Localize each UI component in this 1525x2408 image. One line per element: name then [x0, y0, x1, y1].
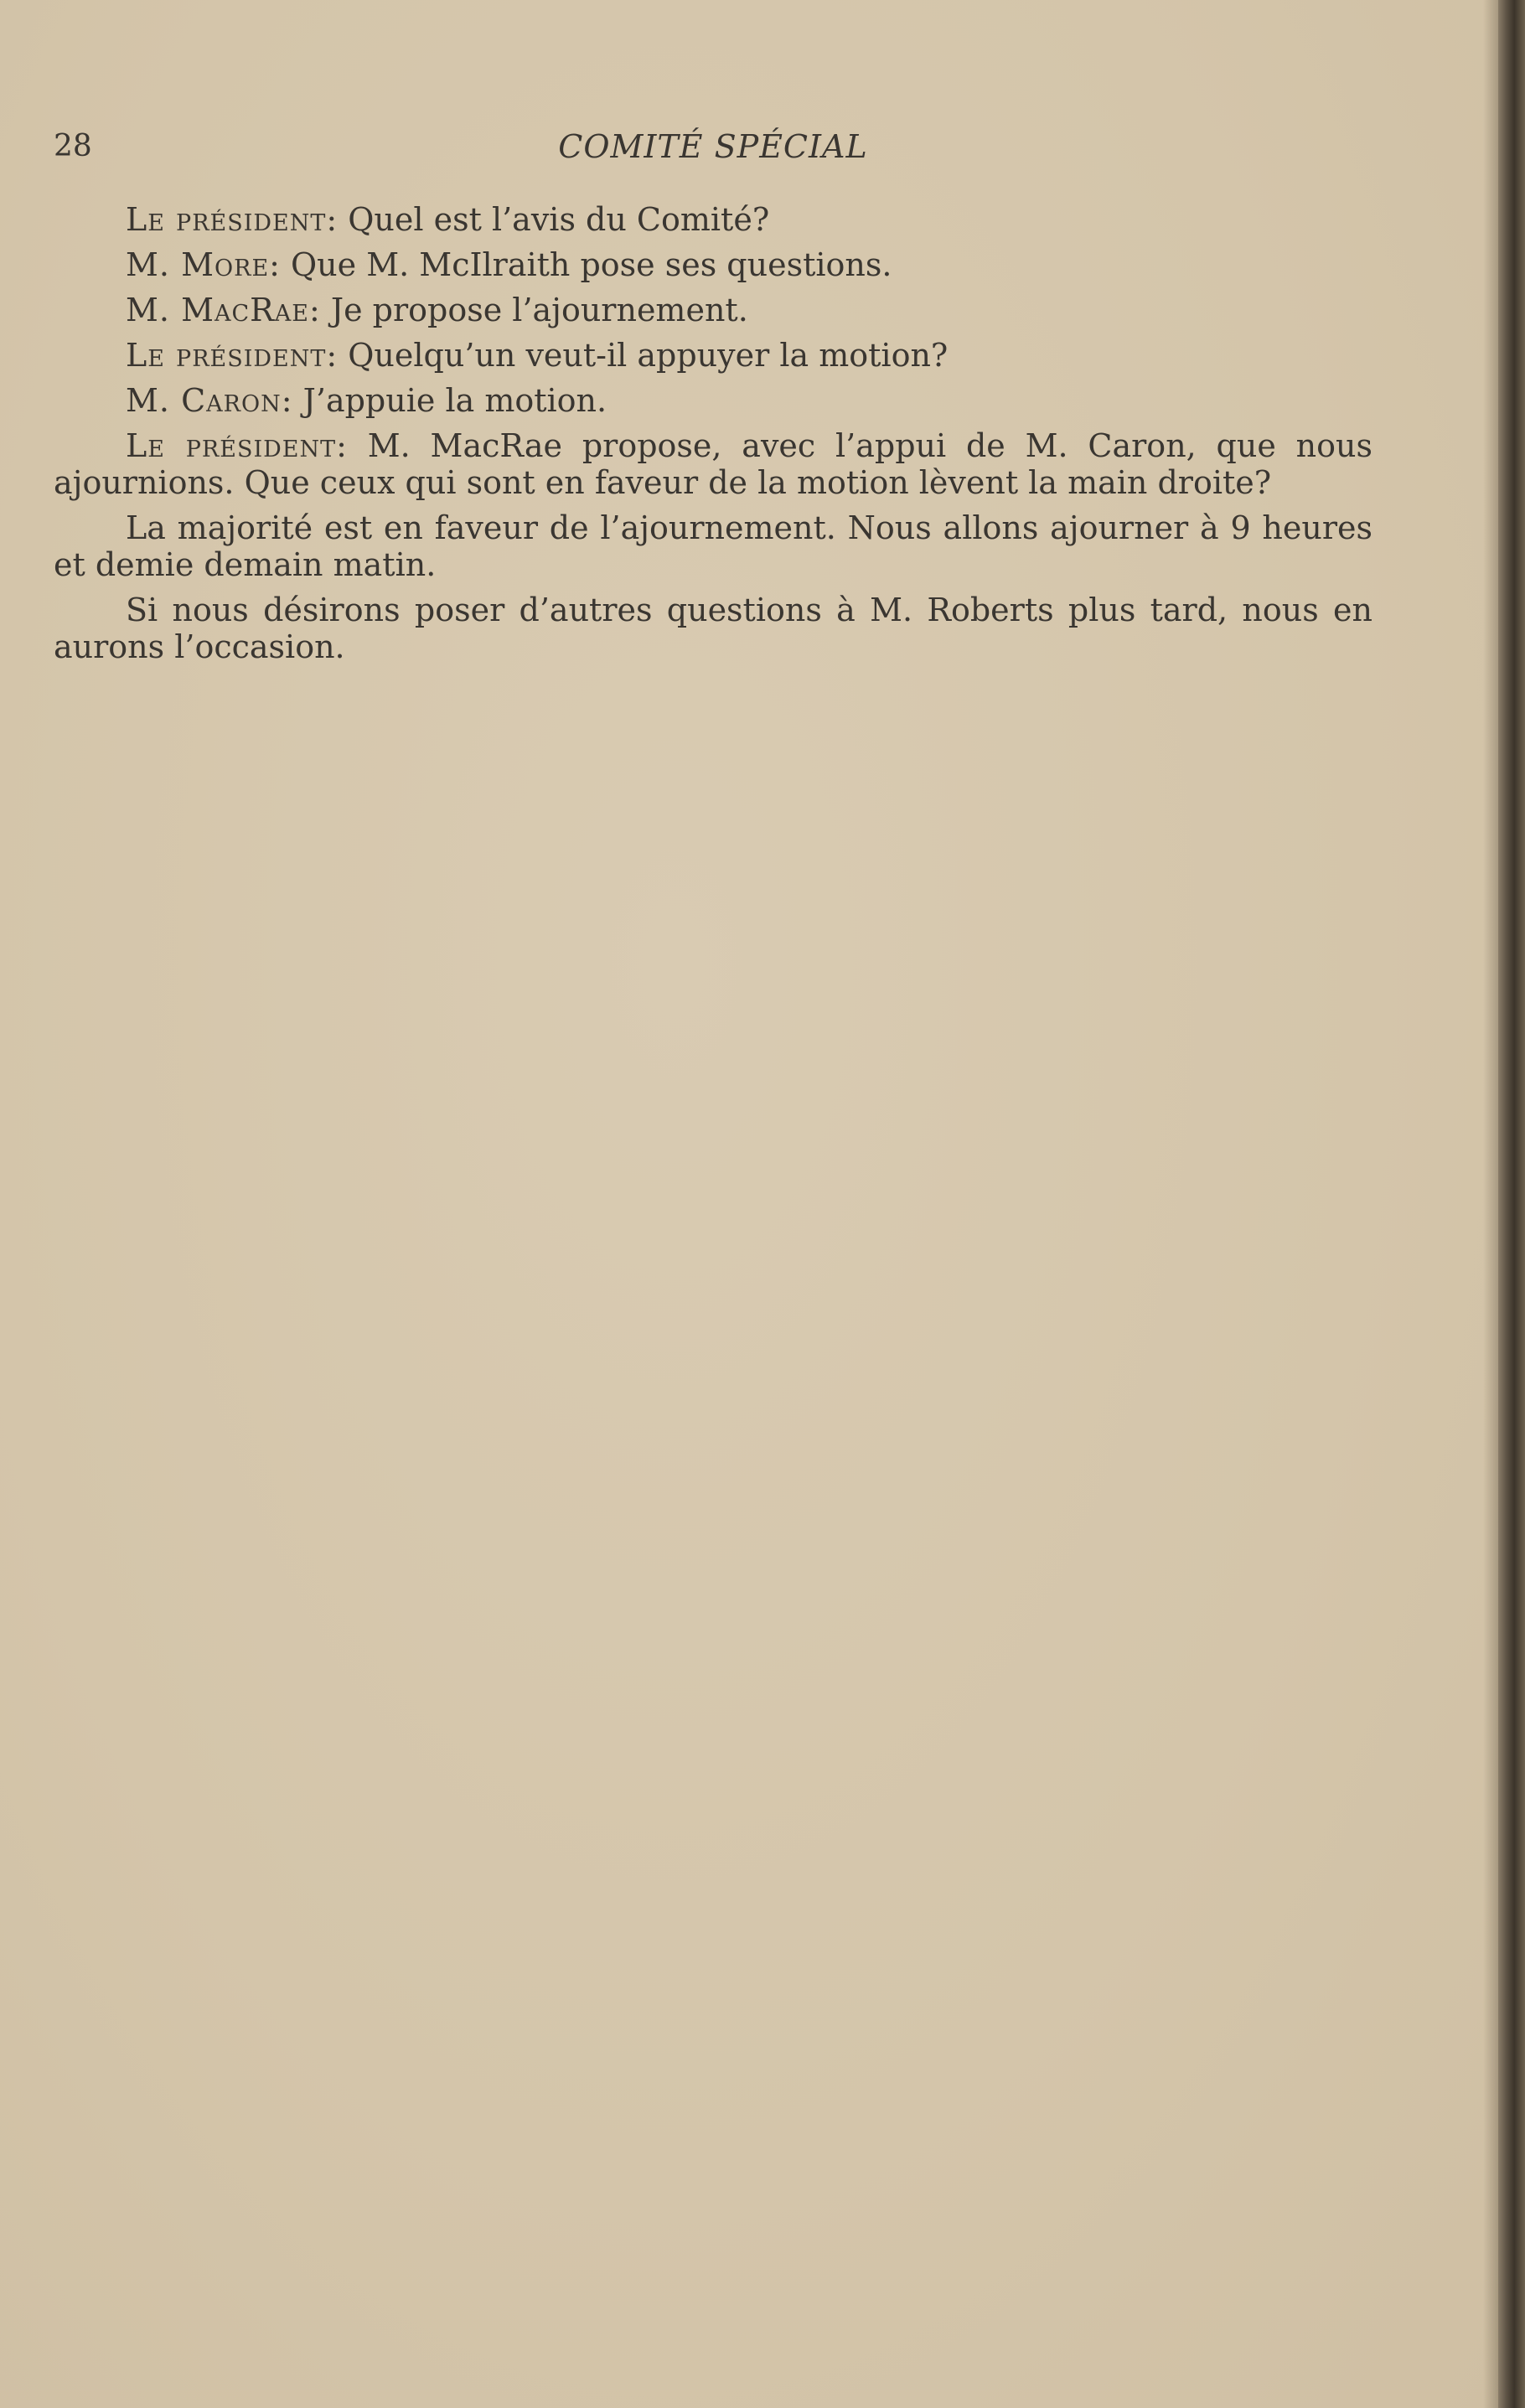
page-gutter-shadow	[1483, 0, 1498, 2408]
body-text	[54, 201, 1372, 674]
paragraph-text: Je propose l’ajournement.	[320, 292, 748, 328]
paragraph	[54, 292, 1372, 328]
page-number: 28	[54, 129, 92, 163]
paragraph	[54, 509, 1372, 583]
paragraph	[54, 246, 1372, 283]
running-head: COMITÉ SPÉCIAL	[558, 128, 868, 165]
paragraph	[54, 201, 1372, 238]
speaker-name: M. More:	[126, 246, 281, 283]
paragraph-text: M. MacRae propose, avec l’appui de M. Caron, que nous ajournions. Que ceux qui sont en faveur de la motion lèvent la main droite?	[54, 427, 1372, 501]
paragraph-text: La majorité est en faveur de l’ajournement. Nous allons ajourner à 9 heures et demie demain matin.	[54, 509, 1372, 583]
page-header	[54, 126, 1372, 168]
paragraph-text: J’appuie la motion.	[292, 382, 607, 419]
paragraph	[54, 427, 1372, 501]
speaker-name: Le président:	[126, 201, 339, 238]
paragraph	[54, 337, 1372, 374]
speaker-name: M. Caron:	[126, 382, 293, 419]
paragraph-text: Que M. McIlraith pose ses questions.	[280, 246, 892, 283]
paragraph-text: Quel est l’avis du Comité?	[338, 201, 770, 238]
speaker-name: M. MacRae:	[126, 292, 321, 328]
paragraph	[54, 382, 1372, 419]
paragraph-text: Quelqu’un veut-il appuyer la motion?	[338, 337, 949, 374]
paragraph	[54, 592, 1372, 665]
paragraph-text: Si nous désirons poser d’autres questions à M. Roberts plus tard, nous en aurons l’occasion.	[54, 592, 1372, 665]
speaker-name: Le président:	[126, 337, 339, 374]
book-spine	[1498, 0, 1525, 2408]
speaker-name: Le président:	[126, 427, 348, 464]
